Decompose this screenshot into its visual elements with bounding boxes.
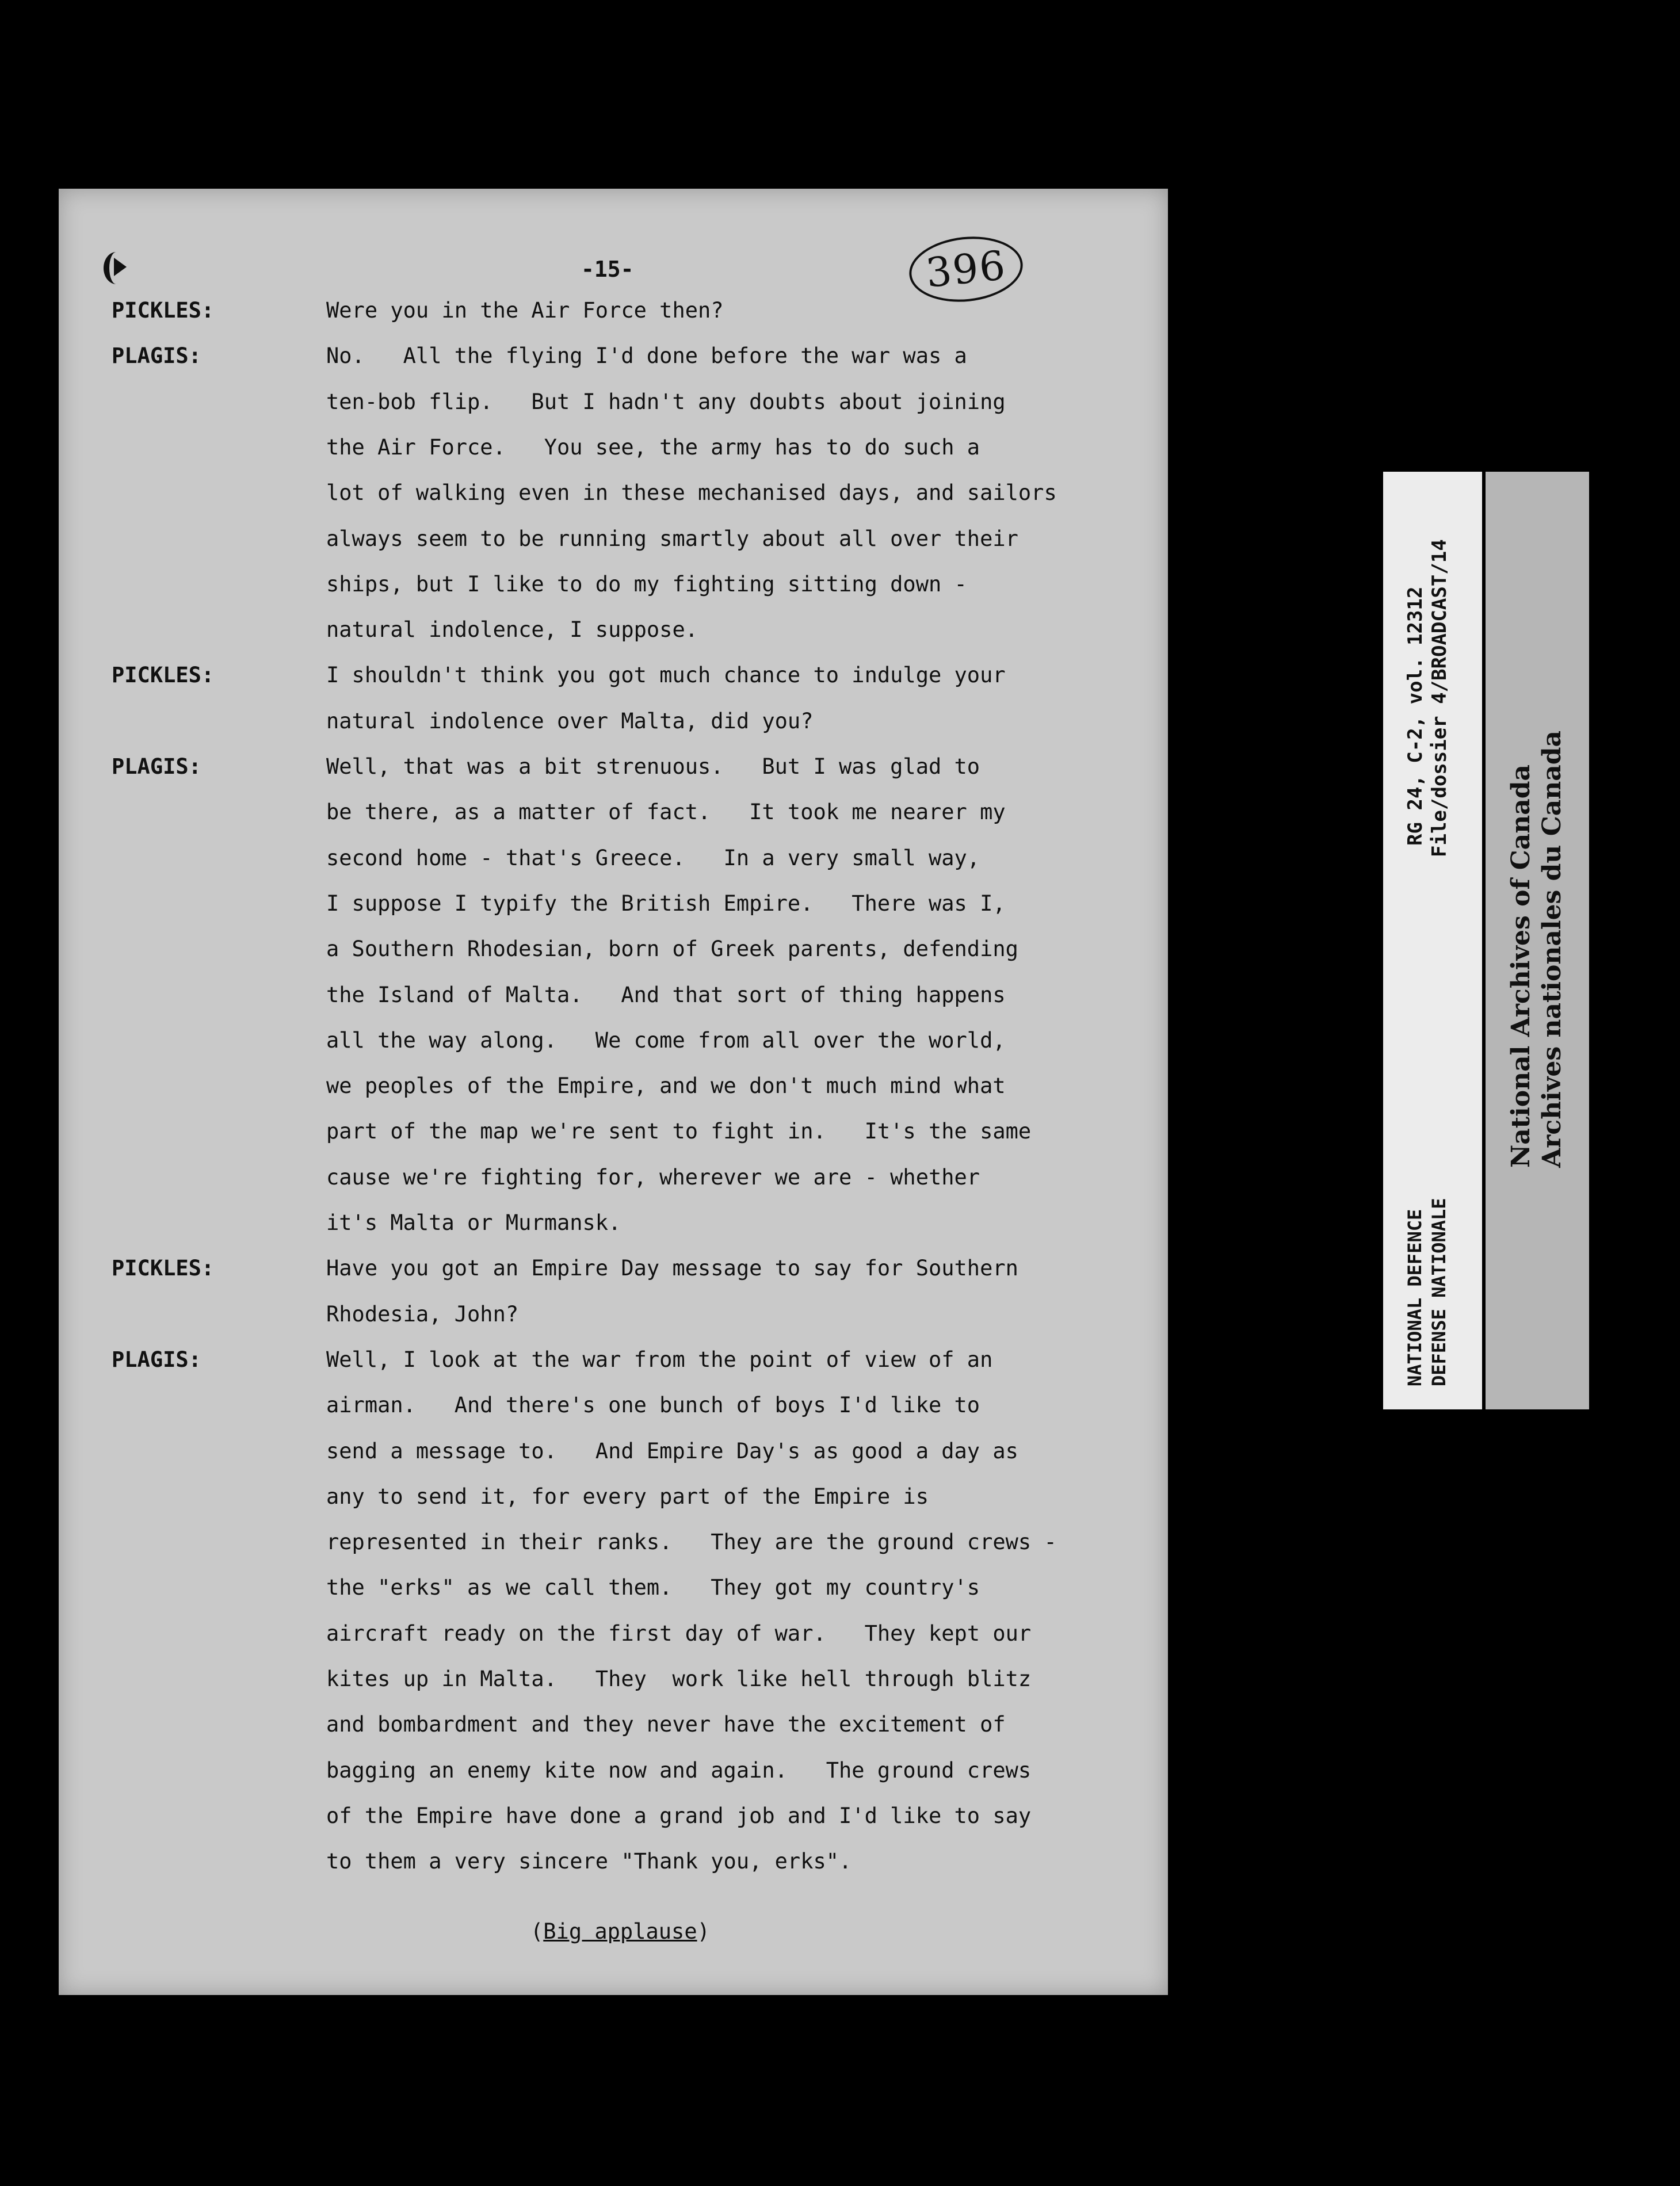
speaker-name: PICKLES:	[112, 1256, 215, 1281]
typed-script-page	[59, 189, 1168, 1995]
dialogue-text: airman. And there's one bunch of boys I'd like to	[326, 1393, 980, 1417]
speaker-name: PLAGIS:	[112, 754, 201, 779]
department-line-1: NATIONAL DEFENCE	[1404, 1209, 1426, 1386]
dialogue-text: No. All the flying I'd done before the war was a	[326, 343, 967, 368]
dialogue-text: a Southern Rhodesian, born of Greek parents, defending	[326, 937, 1018, 961]
folio-number-stamp: 396	[906, 231, 1026, 307]
dialogue-text: Well, that was a bit strenuous. But I was glad to	[326, 754, 980, 779]
page-number: -15-	[581, 257, 634, 282]
dialogue-text: any to send it, for every part of the Empire is	[326, 1484, 929, 1509]
dialogue-text: and bombardment and they never have the excitement of	[326, 1712, 1006, 1737]
dialogue-text: to them a very sincere "Thank you, erks".	[326, 1849, 852, 1874]
speaker-name: PLAGIS:	[112, 343, 201, 368]
dialogue-text: be there, as a matter of fact. It took me nearer my	[326, 800, 1006, 824]
dialogue-text: the "erks" as we call them. They got my country's	[326, 1575, 980, 1600]
dialogue-text: Rhodesia, John?	[326, 1302, 519, 1327]
dialogue-text: natural indolence, I suppose.	[326, 617, 698, 642]
dialogue-text: natural indolence over Malta, did you?	[326, 709, 814, 733]
dialogue-text: I suppose I typify the British Empire. There was I,	[326, 891, 1006, 916]
dialogue-text: Well, I look at the war from the point of view of an	[326, 1347, 993, 1372]
speaker-name: PLAGIS:	[112, 1347, 201, 1372]
speaker-name: PICKLES:	[112, 663, 215, 687]
stage-direction: (Big applause)	[530, 1919, 710, 1944]
dialogue-text: Have you got an Empire Day message to say for Southern	[326, 1256, 1018, 1281]
dialogue-text: bagging an enemy kite now and again. The ground crews	[326, 1758, 1032, 1783]
dialogue-text: we peoples of the Empire, and we don't much mind what	[326, 1073, 1006, 1098]
archive-reference-line-1: RG 24, C-2, vol. 12312	[1404, 586, 1427, 846]
dialogue-text: second home - that's Greece. In a very small way,	[326, 846, 980, 870]
dialogue-text: aircraft ready on the first day of war. They kept our	[326, 1621, 1032, 1646]
stage-direction-text: Big applause	[543, 1919, 697, 1944]
archive-reference-line-2: File/dossier 4/BROADCAST/14	[1428, 539, 1451, 857]
dialogue-text: cause we're fighting for, wherever we are - whether	[326, 1165, 980, 1190]
dialogue-text: the Air Force. You see, the army has to do such a	[326, 435, 980, 460]
dialogue-text: send a message to. And Empire Day's as good a day as	[326, 1439, 1018, 1463]
dialogue-text: part of the map we're sent to fight in. It's the same	[326, 1119, 1032, 1144]
dialogue-text: all the way along. We come from all over the world,	[326, 1028, 1006, 1053]
archives-name-english: National Archives of Canada	[1506, 764, 1536, 1168]
dialogue-text: the Island of Malta. And that sort of thing happens	[326, 983, 1006, 1007]
dialogue-text: always seem to be running smartly about all over their	[326, 526, 1018, 551]
dialogue-text: kites up in Malta. They work like hell through blitz	[326, 1667, 1032, 1691]
dialogue-text: I shouldn't think you got much chance to indulge your	[326, 663, 1006, 687]
dialogue-text: represented in their ranks. They are the ground crews -	[326, 1530, 1057, 1554]
dialogue-text: lot of walking even in these mechanised days, and sailors	[326, 480, 1057, 505]
dialogue-text: ships, but I like to do my fighting sitting down -	[326, 572, 967, 597]
dialogue-text: it's Malta or Murmansk.	[326, 1210, 621, 1235]
dialogue-text: of the Empire have done a grand job and I'd like to say	[326, 1803, 1032, 1828]
punch-hole-mark	[104, 252, 129, 284]
speaker-name: PICKLES:	[112, 298, 215, 323]
dialogue-text: ten-bob flip. But I hadn't any doubts about joining	[326, 389, 1006, 414]
department-line-2: DEFENSE NATIONALE	[1428, 1198, 1450, 1386]
archives-name-french: Archives nationales du Canada	[1537, 730, 1567, 1168]
dialogue-text: Were you in the Air Force then?	[326, 298, 724, 323]
